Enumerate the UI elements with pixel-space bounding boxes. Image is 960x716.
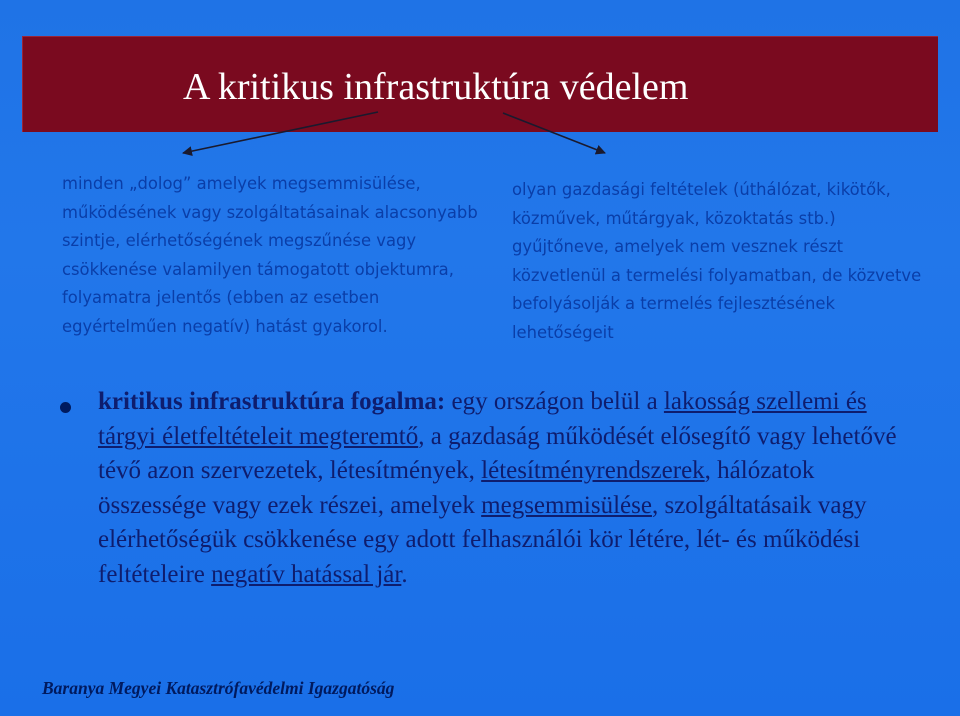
bullet-icon [60, 402, 71, 413]
text-segment: . [401, 560, 408, 588]
main-bullet-text [98, 385, 918, 592]
underlined-segment: negatív hatással jár [211, 560, 402, 588]
definition-right: olyan gazdasági feltételek (úthálózat, kikötők, közművek, műtárgyak, közoktatás stb.) gyűjtőneve, amelyek nem vesznek részt közvetlenül a termelési folyamatban, de közvetve befolyásolják a termelés fejlesztésének lehetőségeit [512, 180, 922, 342]
footer-organization: Baranya Megyei Katasztrófavédelmi Igazgatóság [42, 678, 395, 698]
text-segment: , a gazdaság működését elősegítő vagy lehetővé tévő azon szervezetek, létesítmények, [98, 422, 897, 484]
slide-title: A kritikus infrastruktúra védelem [183, 66, 689, 108]
underlined-segment: lakosság szellemi és tárgyi életfeltételeit megteremtő [98, 388, 867, 450]
arrow-right [503, 113, 605, 153]
text-segment: , szolgáltatásaik vagy elérhetőségük csökkenése egy adott felhasználói kör létére, lét- és működési feltételeire [98, 491, 867, 588]
definition-left: minden „dolog” amelyek megsemmisülése, működésének vagy szolgáltatásainak alacsonyabb szintje, elérhetőségének megszűnése vagy csökkenése valamilyen támogatott objektumra, folyamatra jelentős (ebben az esetben egyértelműen negatív) hatást gyakorol. [62, 174, 478, 336]
term-label: kritikus infrastruktúra fogalma: [98, 388, 446, 415]
arrow-left [183, 112, 378, 153]
underlined-segment: létesítményrendszerek [481, 457, 705, 484]
text-segment: , hálózatok összessége vagy ezek részei, amelyek [98, 457, 815, 519]
underlined-segment: megsemmisülése [481, 491, 652, 519]
text-segment: egy országon belül a [445, 388, 664, 415]
